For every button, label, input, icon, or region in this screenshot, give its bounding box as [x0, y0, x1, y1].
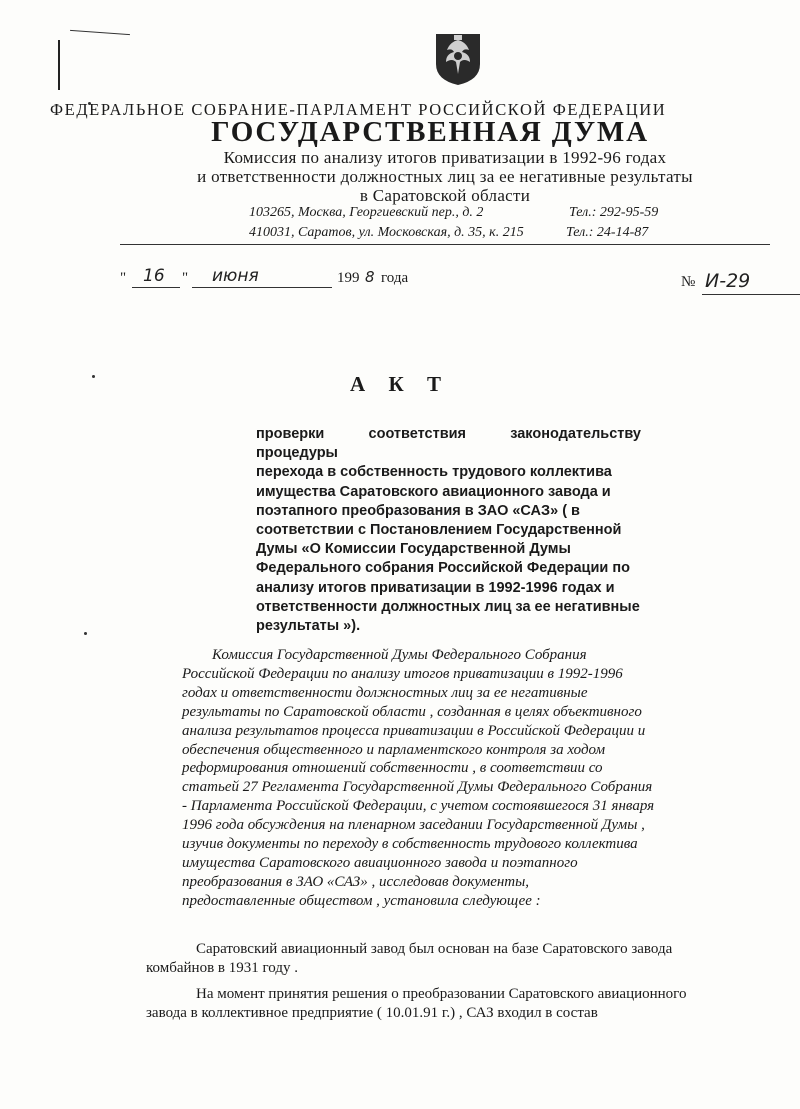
number-underline — [702, 294, 800, 295]
preamble-line: Российской Федерации по анализу итогов приватизации в 1992-1996 — [182, 665, 623, 682]
scan-mark-top — [70, 30, 130, 35]
paragraph-conversion — [146, 985, 728, 1022]
subject-line: ответственности должностных лиц за ее негативные — [256, 598, 640, 615]
commission-line-2: и ответственности должностных лиц за ее негативные результаты — [197, 167, 693, 186]
preamble-line: Комиссия Государственной Думы Федерального Собрания — [212, 647, 587, 663]
preamble-line: обеспечения общественного и парламентского контроля за ходом — [182, 741, 606, 758]
subject-line: анализу итогов приватизации в 1992-1996 годах и — [256, 579, 615, 596]
preamble-line: изучив документы по переходу в собственность трудового коллектива — [182, 836, 638, 853]
russian-coat-of-arms-icon — [432, 30, 484, 86]
address-saratov: 410031, Саратов, ул. Московская, д. 35, к. 215 — [249, 225, 524, 240]
date-quote-open: " — [120, 270, 127, 286]
document-title: А К Т — [350, 372, 450, 396]
preamble-line: анализа результатов процесса приватизации в Российской Федерации и — [182, 722, 646, 739]
tel-saratov: Тел.: 24-14-87 — [566, 225, 649, 240]
date-month: июня — [212, 266, 259, 286]
commission-line-1: Комиссия по анализу итогов приватизации в 1992-96 годах — [223, 148, 667, 167]
date-day: 16 — [143, 266, 165, 286]
date-day-underline — [132, 287, 180, 288]
date-year-hand: 8 — [365, 268, 375, 286]
preamble-line: предоставленные обществом , установила следующее : — [182, 892, 541, 909]
paragraph-line: комбайнов в 1931 году . — [146, 959, 298, 976]
paragraph-line: На момент принятия решения о преобразовании Саратовского авиационного — [196, 986, 687, 1002]
subject-line: соответствии с Постановлением Государственной — [256, 522, 622, 539]
address-moscow: 103265, Москва, Георгиевский пер., д. 2 — [249, 205, 484, 220]
subject-line: Федерального собрания Российской Федерации по — [256, 560, 630, 577]
header-rule — [120, 244, 770, 245]
preamble-line: результаты по Саратовской области , созданная в целях объективного — [182, 703, 642, 720]
preamble-line: 1996 года обсуждения на пленарном заседании Государственной Думы , — [182, 817, 645, 834]
scan-mark-vertical — [58, 40, 60, 90]
number-label: № — [681, 274, 696, 290]
date-year-prefix: 199 — [337, 270, 360, 286]
duma-heading: ГОСУДАРСТВЕННАЯ ДУМА — [211, 116, 649, 148]
preamble-line: статьей 27 Регламента Государственной Думы Федерального Собрания — [182, 779, 653, 796]
preamble-line: - Парламента Российской Федерации, с учетом состоявшегося 31 января — [182, 798, 655, 815]
parliament-heading: ФЕДЕРАЛЬНОЕ СОБРАНИЕ-ПАРЛАМЕНТ РОССИЙСКОЙ ФЕДЕРАЦИИ — [50, 100, 667, 119]
paragraph-line: завода в коллективное предприятие ( 10.01.91 г.) , САЗ входил в состав — [146, 1004, 598, 1021]
subject-line: поэтапного преобразования в ЗАО «САЗ» ( в — [256, 502, 580, 519]
preamble-line: реформирования отношений собственности , в соответствии со — [182, 760, 603, 777]
preamble-line: имущества Саратовского авиационного завода и поэтапного — [182, 854, 578, 871]
document-number: И-29 — [705, 270, 751, 292]
date-month-underline — [192, 287, 332, 288]
date-suffix: года — [381, 270, 409, 286]
subject-line: имущества Саратовского авиационного завода и — [256, 483, 611, 500]
subject-line: проверки соответствия законодательству процедуры — [256, 426, 641, 462]
paragraph-founding — [146, 940, 728, 977]
scan-speck — [84, 632, 87, 635]
date-quote-close: " — [182, 270, 189, 286]
preamble-line: годах и ответственности должностных лиц за ее негативные — [182, 684, 588, 701]
subject-line: перехода в собственность трудового коллектива — [256, 464, 612, 481]
subject-line: Думы «О Комиссии Государственной Думы — [256, 541, 571, 558]
subject-line: результаты »). — [256, 618, 361, 635]
paragraph-line: Саратовский авиационный завод был основан на базе Саратовского завода — [196, 941, 673, 957]
commission-preamble — [182, 646, 688, 911]
tel-moscow: Тел.: 292-95-59 — [569, 205, 659, 220]
commission-line-3: в Саратовской области — [359, 186, 531, 205]
act-subject — [256, 425, 641, 636]
preamble-line: преобразования в ЗАО «САЗ» , исследовав документы, — [182, 873, 530, 890]
